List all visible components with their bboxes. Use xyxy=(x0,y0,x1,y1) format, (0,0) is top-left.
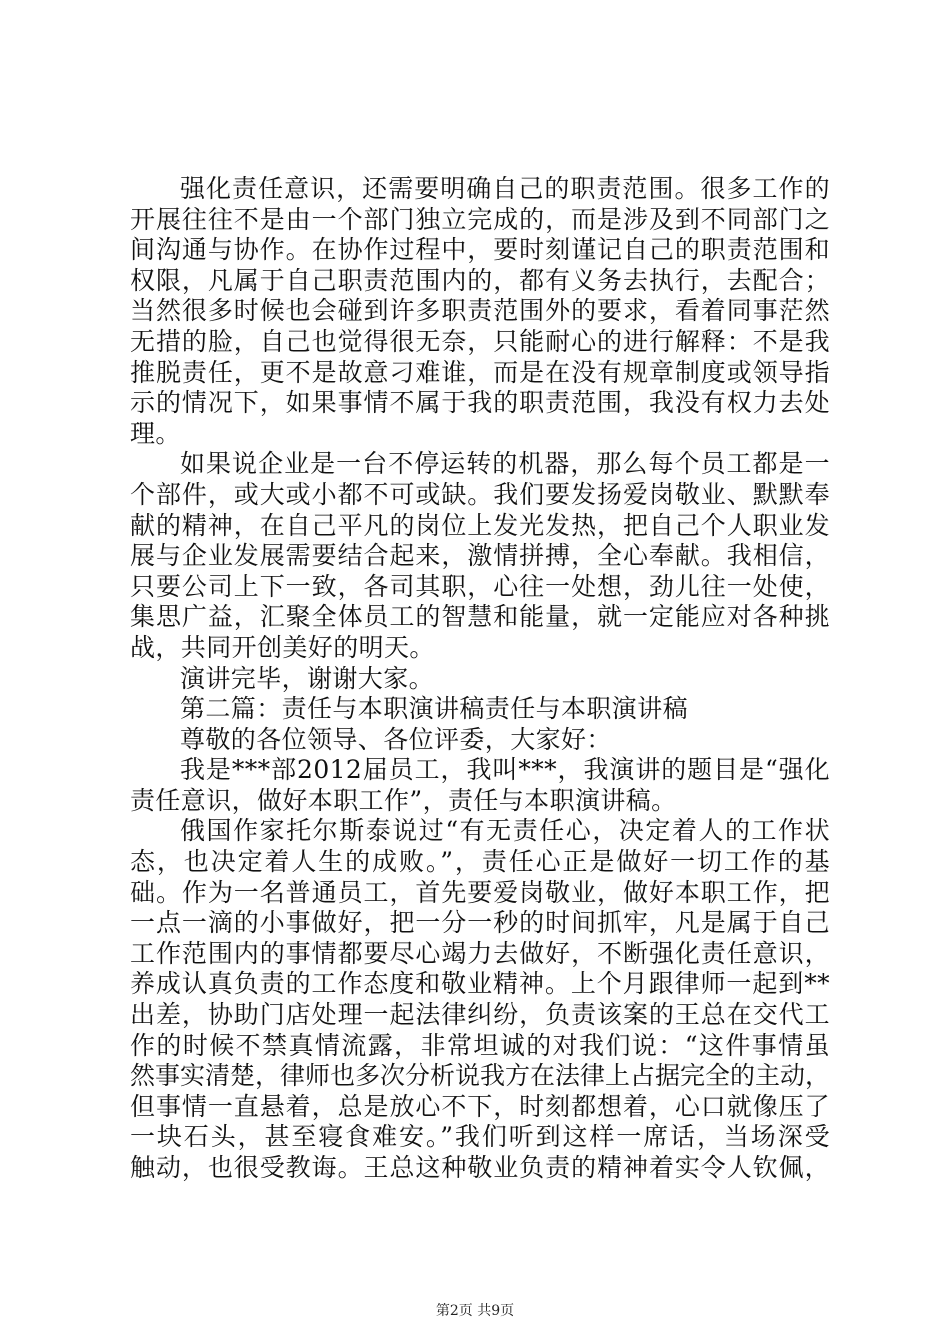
text-line: 础。作为一名普通员工，首先要爱岗敬业，做好本职工作，把 xyxy=(130,877,830,907)
text-line: 理。 xyxy=(130,418,181,448)
text-line: 开展往往不是由一个部门独立完成的，而是涉及到不同部门之 xyxy=(130,204,830,234)
text-line: 但事情一直悬着，总是放心不下，时刻都想着，心口就像压了 xyxy=(130,1091,830,1121)
text-line: 演讲完毕，谢谢大家。 xyxy=(180,663,435,693)
document-body xyxy=(130,174,830,1184)
text-line: 第二篇：责任与本职演讲稿责任与本职演讲稿 xyxy=(180,694,689,724)
text-line: 战，共同开创美好的明天。 xyxy=(130,632,435,662)
text-line: 尊敬的各位领导、各位评委，大家好： xyxy=(180,724,612,754)
paragraph xyxy=(130,725,830,756)
text-line: 示的情况下，如果事情不属于我的职责范围，我没有权力去处 xyxy=(130,388,830,418)
paragraph xyxy=(130,755,830,816)
text-line: 推脱责任，更不是故意刁难谁，而是在没有规章制度或领导指 xyxy=(130,357,830,387)
text-line: 权限，凡属于自己职责范围内的，都有义务去执行，去配合； xyxy=(130,265,830,295)
paragraph xyxy=(130,449,830,663)
text-line: 养成认真负责的工作态度和敬业精神。上个月跟律师一起到** xyxy=(130,969,830,999)
text-line: 然事实清楚，律师也多次分析说我方在法律上占据完全的主动， xyxy=(130,1061,830,1091)
text-line: 如果说企业是一台不停运转的机器，那么每个员工都是一 xyxy=(180,449,830,479)
paragraph xyxy=(130,816,830,1183)
text-line: 强化责任意识，还需要明确自己的职责范围。很多工作的 xyxy=(180,174,830,203)
paragraph xyxy=(130,174,830,449)
text-line: 无措的脸，自己也觉得很无奈，只能耐心的进行解释：不是我 xyxy=(130,326,830,356)
text-line: 一点一滴的小事做好，把一分一秒的时间抓牢，凡是属于自己 xyxy=(130,908,830,938)
text-line: 态，也决定着人生的成败。”，责任心正是做好一切工作的基 xyxy=(130,847,830,877)
page-number-footer: 第2页 共9页 xyxy=(435,1303,515,1319)
text-line: 触动，也很受教诲。王总这种敬业负责的精神着实令人钦佩， xyxy=(130,1153,830,1182)
text-line: 我是***部2012届员工，我叫***，我演讲的题目是“强化 xyxy=(180,755,830,785)
section-heading xyxy=(130,694,830,725)
paragraph xyxy=(130,664,830,695)
text-line: 出差，协助门店处理一起法律纠纷，负责该案的王总在交代工 xyxy=(130,1000,830,1030)
text-line: 个部件，或大或小都不可或缺。我们要发扬爱岗敬业、默默奉 xyxy=(130,479,830,509)
text-line: 献的精神，在自己平凡的岗位上发光发热，把自己个人职业发 xyxy=(130,510,830,540)
text-line: 当然很多时候也会碰到许多职责范围外的要求，看着同事茫然 xyxy=(130,296,830,326)
text-line: 作的时候不禁真情流露，非常坦诚的对我们说：“这件事情虽 xyxy=(130,1030,830,1060)
text-line: 集思广益，汇聚全体员工的智慧和能量，就一定能应对各种挑 xyxy=(130,602,830,632)
text-line: 一块石头，甚至寝食难安。”我们听到这样一席话，当场深受 xyxy=(130,1122,830,1152)
text-line: 工作范围内的事情都要尽心竭力去做好，不断强化责任意识， xyxy=(130,938,830,968)
text-line: 俄国作家托尔斯泰说过“有无责任心，决定着人的工作状 xyxy=(180,816,830,846)
text-line: 间沟通与协作。在协作过程中，要时刻谨记自己的职责范围和 xyxy=(130,235,830,265)
text-line: 责任意识，做好本职工作”，责任与本职演讲稿。 xyxy=(130,785,677,815)
text-line: 只要公司上下一致，各司其职，心往一处想，劲儿往一处使， xyxy=(130,571,830,601)
text-line: 展与企业发展需要结合起来，激情拼搏，全心奉献。我相信， xyxy=(130,541,830,571)
